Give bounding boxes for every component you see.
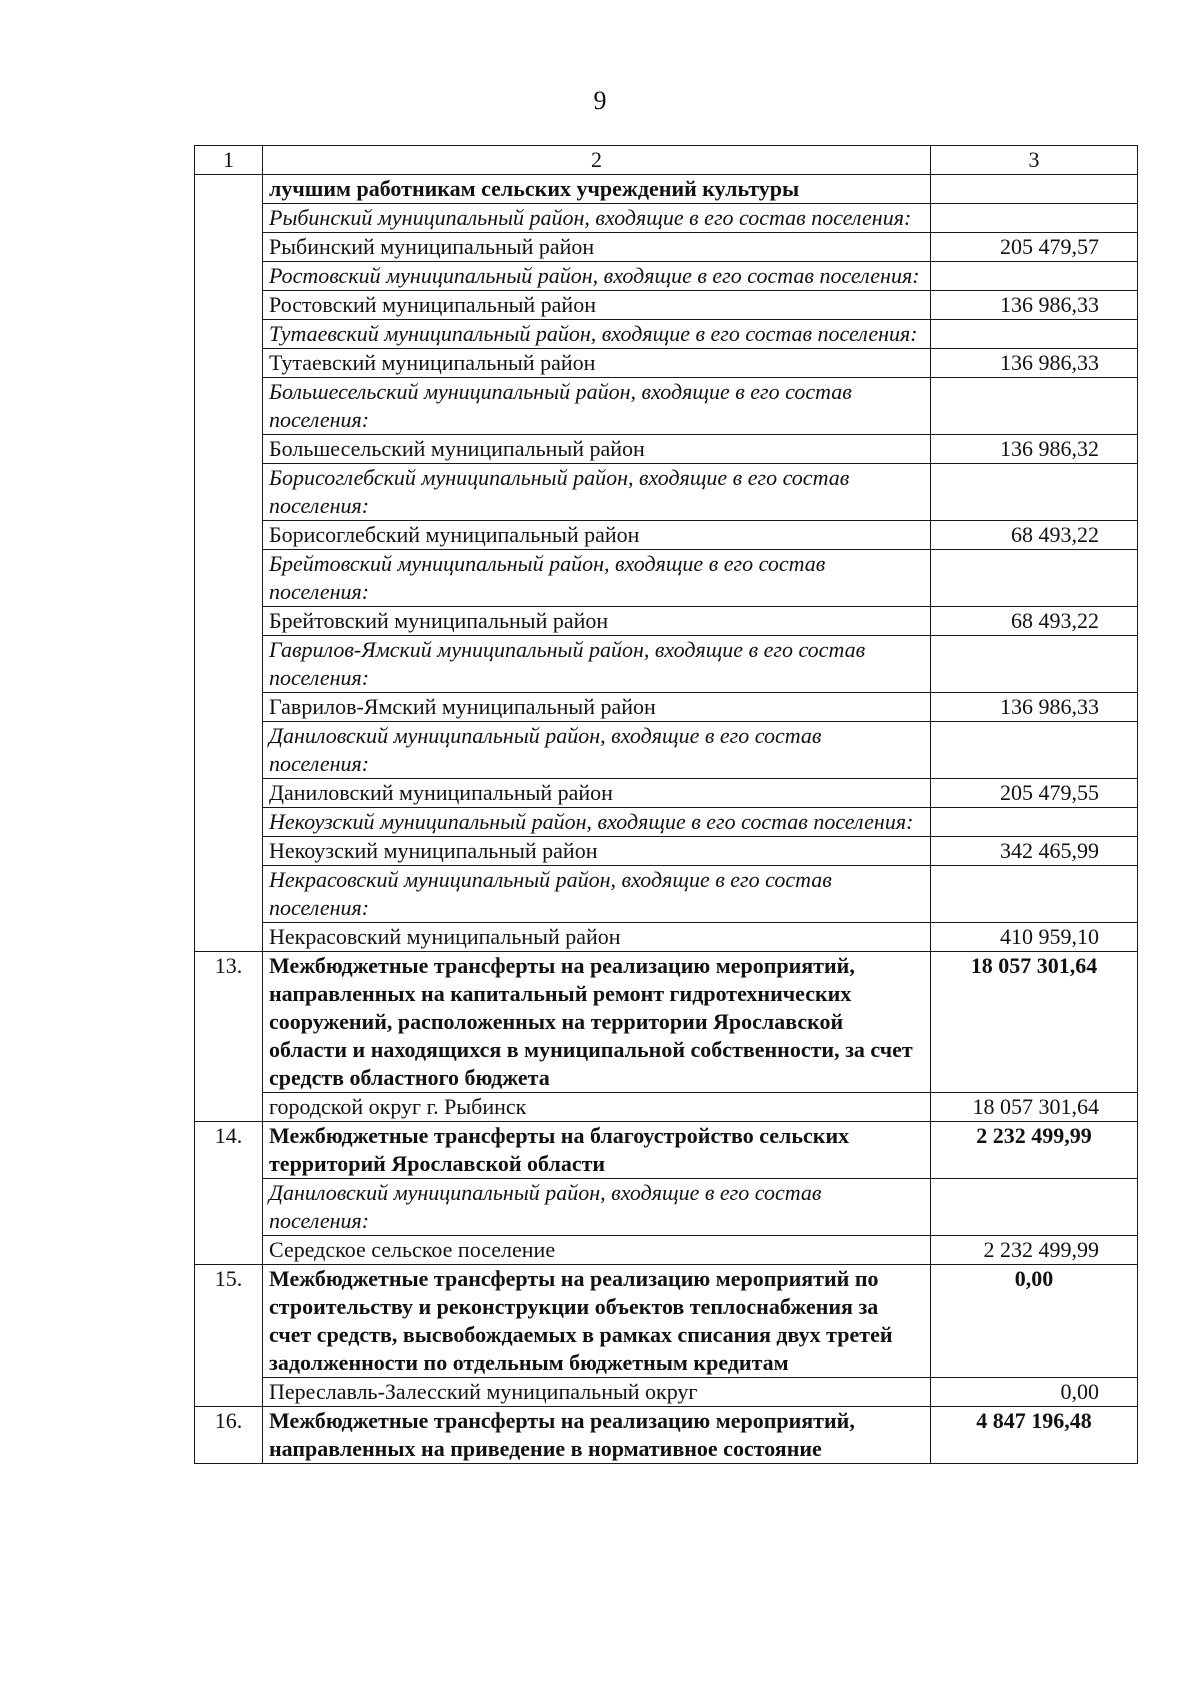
amount-value xyxy=(931,808,1138,837)
amount-value: 68 493,22 xyxy=(931,607,1138,636)
table-body xyxy=(195,175,1138,1464)
table-row xyxy=(195,1407,1138,1464)
table-row xyxy=(195,693,1138,722)
amount-value: 2 232 499,99 xyxy=(931,1122,1138,1179)
table-header-row xyxy=(195,146,1138,175)
table-row xyxy=(195,550,1138,607)
amount-value: 205 479,55 xyxy=(931,779,1138,808)
table-row xyxy=(195,1378,1138,1407)
appendix-table xyxy=(194,145,1138,1464)
recipient-name: Даниловский муниципальный район xyxy=(263,779,931,808)
amount-value xyxy=(931,866,1138,923)
header-col-2: 2 xyxy=(263,146,931,175)
table-row xyxy=(195,1122,1138,1179)
amount-value: 0,00 xyxy=(931,1265,1138,1378)
recipient-name: городской округ г. Рыбинск xyxy=(263,1093,931,1122)
amount-value: 2 232 499,99 xyxy=(931,1236,1138,1265)
amount-value xyxy=(931,636,1138,693)
section-heading: лучшим работникам сельских учреждений культуры xyxy=(263,175,931,204)
row-number: 14. xyxy=(195,1122,263,1265)
amount-value xyxy=(931,320,1138,349)
section-heading: Межбюджетные трансферты на реализацию мероприятий по строительству и реконструкции объектов теплоснабжения за счет средств, высвобождаемых в рамках списания двух третей задолженности по отдельным бюджетным кредитам xyxy=(263,1265,931,1378)
recipient-name: Некоузский муниципальный район xyxy=(263,837,931,866)
group-label: Ростовский муниципальный район, входящие в его состав поселения: xyxy=(263,262,931,291)
amount-value: 205 479,57 xyxy=(931,233,1138,262)
group-label: Даниловский муниципальный район, входящие в его состав поселения: xyxy=(263,722,931,779)
amount-value: 4 847 196,48 xyxy=(931,1407,1138,1464)
group-label: Брейтовский муниципальный район, входящие в его состав поселения: xyxy=(263,550,931,607)
group-label: Некрасовский муниципальный район, входящие в его состав поселения: xyxy=(263,866,931,923)
section-heading: Межбюджетные трансферты на благоустройство сельских территорий Ярославской области xyxy=(263,1122,931,1179)
recipient-name: Гаврилов-Ямский муниципальный район xyxy=(263,693,931,722)
table-row xyxy=(195,349,1138,378)
header-col-3: 3 xyxy=(931,146,1138,175)
amount-value xyxy=(931,722,1138,779)
amount-value xyxy=(931,464,1138,521)
table-row xyxy=(195,952,1138,1093)
table-row xyxy=(195,435,1138,464)
table-row xyxy=(195,378,1138,435)
group-label: Рыбинский муниципальный район, входящие в его состав поселения: xyxy=(263,204,931,233)
amount-value xyxy=(931,1179,1138,1236)
page-number: 9 xyxy=(593,86,607,115)
amount-value xyxy=(931,550,1138,607)
table-row xyxy=(195,233,1138,262)
table-row xyxy=(195,636,1138,693)
recipient-name: Рыбинский муниципальный район xyxy=(263,233,931,262)
recipient-name: Ростовский муниципальный район xyxy=(263,291,931,320)
row-number xyxy=(195,175,263,952)
table-row xyxy=(195,262,1138,291)
amount-value: 136 986,33 xyxy=(931,349,1138,378)
amount-value: 410 959,10 xyxy=(931,923,1138,952)
table-row xyxy=(195,1265,1138,1378)
recipient-name: Борисоглебский муниципальный район xyxy=(263,521,931,550)
table-row xyxy=(195,1236,1138,1265)
recipient-name: Середское сельское поселение xyxy=(263,1236,931,1265)
table-row xyxy=(195,521,1138,550)
amount-value xyxy=(931,262,1138,291)
group-label: Даниловский муниципальный район, входящие в его состав поселения: xyxy=(263,1179,931,1236)
table-row xyxy=(195,291,1138,320)
recipient-name: Переславль-Залесский муниципальный округ xyxy=(263,1378,931,1407)
recipient-name: Брейтовский муниципальный район xyxy=(263,607,931,636)
amount-value xyxy=(931,204,1138,233)
amount-value: 136 986,33 xyxy=(931,291,1138,320)
table-row xyxy=(195,866,1138,923)
table-row xyxy=(195,464,1138,521)
amount-value: 136 986,32 xyxy=(931,435,1138,464)
recipient-name: Тутаевский муниципальный район xyxy=(263,349,931,378)
section-heading: Межбюджетные трансферты на реализацию мероприятий, направленных на капитальный ремонт гидротехнических сооружений, расположенных на территории Ярославской области и находящихся в муниципальной собственности, за счет средств областного бюджета xyxy=(263,952,931,1093)
table-row xyxy=(195,923,1138,952)
table-row xyxy=(195,779,1138,808)
table-row xyxy=(195,320,1138,349)
group-label: Тутаевский муниципальный район, входящие в его состав поселения: xyxy=(263,320,931,349)
group-label: Борисоглебский муниципальный район, входящие в его состав поселения: xyxy=(263,464,931,521)
amount-value: 0,00 xyxy=(931,1378,1138,1407)
row-number: 16. xyxy=(195,1407,263,1464)
table-row xyxy=(195,837,1138,866)
section-heading: Межбюджетные трансферты на реализацию мероприятий, направленных на приведение в нормативное состояние xyxy=(263,1407,931,1464)
group-label: Некоузский муниципальный район, входящие в его состав поселения: xyxy=(263,808,931,837)
amount-value: 136 986,33 xyxy=(931,693,1138,722)
amount-value: 18 057 301,64 xyxy=(931,952,1138,1093)
table-row xyxy=(195,607,1138,636)
recipient-name: Некрасовский муниципальный район xyxy=(263,923,931,952)
amount-value xyxy=(931,378,1138,435)
table-row xyxy=(195,1179,1138,1236)
group-label: Большесельский муниципальный район, входящие в его состав поселения: xyxy=(263,378,931,435)
table-row xyxy=(195,722,1138,779)
row-number: 15. xyxy=(195,1265,263,1407)
header-col-1: 1 xyxy=(195,146,263,175)
table-row xyxy=(195,175,1138,204)
group-label: Гаврилов-Ямский муниципальный район, входящие в его состав поселения: xyxy=(263,636,931,693)
amount-value: 18 057 301,64 xyxy=(931,1093,1138,1122)
amount-value: 342 465,99 xyxy=(931,837,1138,866)
row-number: 13. xyxy=(195,952,263,1122)
amount-value: 68 493,22 xyxy=(931,521,1138,550)
table-row xyxy=(195,1093,1138,1122)
amount-value xyxy=(931,175,1138,204)
recipient-name: Большесельский муниципальный район xyxy=(263,435,931,464)
table-row xyxy=(195,204,1138,233)
table-row xyxy=(195,808,1138,837)
